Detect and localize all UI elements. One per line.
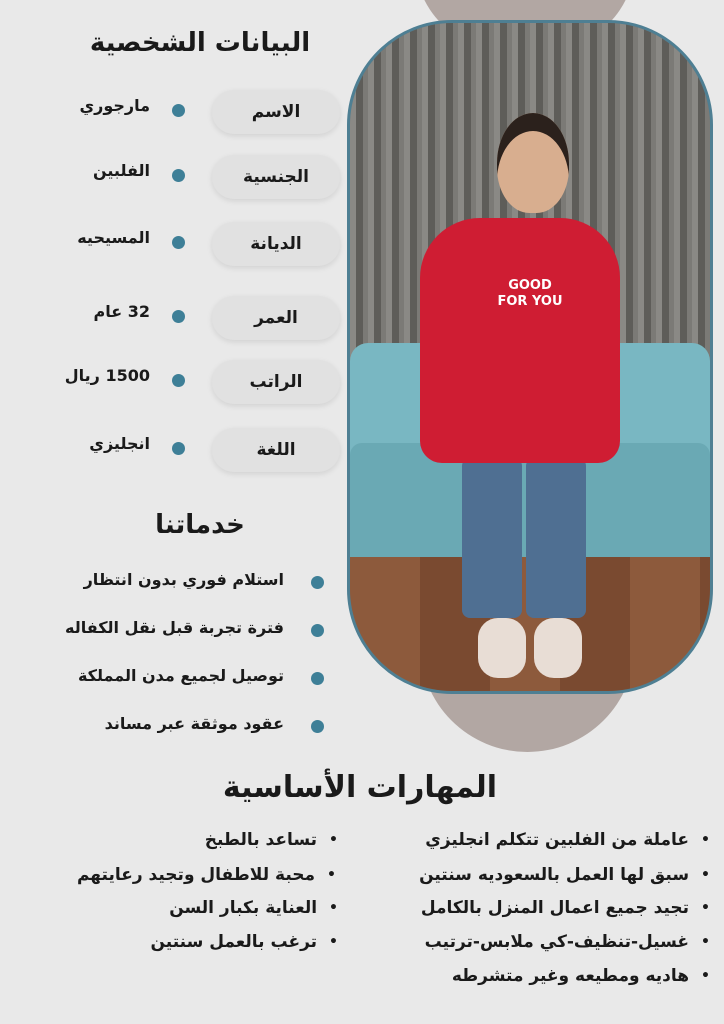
bullet-icon: •: [701, 934, 710, 950]
skill-item: [425, 830, 710, 850]
skill-item: [421, 898, 710, 918]
photo-shirt-print: [350, 278, 710, 310]
photo-person-shoe-right: [534, 618, 582, 678]
bullet-dot: [311, 624, 324, 637]
bullet-dot: [172, 104, 185, 117]
service-item: [40, 666, 330, 690]
bullet-dot: [311, 672, 324, 685]
skill-text: تساعد بالطبخ: [204, 830, 318, 850]
service-text: استلام فوري بدون انتظار: [83, 570, 284, 589]
skill-text: هاديه ومطيعه وغير متشرطه: [451, 966, 690, 986]
worker-photo: [347, 20, 713, 694]
info-label: اللغة: [212, 428, 340, 472]
info-row-nationality: [40, 155, 340, 199]
skill-item: [425, 932, 710, 952]
info-row-language: [40, 428, 340, 472]
bullet-dot: [172, 169, 185, 182]
bullet-icon: •: [701, 867, 710, 883]
skills-title: المهارات الأساسية: [222, 770, 498, 805]
skill-item: [452, 966, 710, 986]
bullet-dot: [172, 442, 185, 455]
service-text: فترة تجربة قبل نقل الكفاله: [64, 618, 284, 637]
bullet-icon: •: [701, 968, 710, 984]
info-row-religion: [40, 222, 340, 266]
info-row-salary: [40, 360, 340, 404]
bullet-icon: •: [329, 934, 338, 950]
photo-person-leg-left: [462, 458, 522, 618]
skill-text: ترغب بالعمل سنتين: [150, 932, 318, 952]
bullet-icon: •: [701, 900, 710, 916]
skill-item: [169, 898, 338, 918]
info-value: 32 عام: [93, 302, 150, 321]
service-text: عقود موثقة عبر مساند: [104, 714, 284, 733]
personal-info-title: البيانات الشخصية: [89, 28, 311, 58]
bullet-icon: •: [329, 832, 338, 848]
bullet-dot: [172, 310, 185, 323]
info-label: الديانة: [212, 222, 340, 266]
info-value: 1500 ريال: [64, 366, 150, 385]
bullet-dot: [311, 720, 324, 733]
skill-item: [205, 830, 338, 850]
info-label: الاسم: [212, 90, 340, 134]
info-label: الراتب: [212, 360, 340, 404]
skill-item: [150, 932, 338, 952]
info-value: مارجوري: [79, 96, 150, 115]
service-item: [40, 714, 330, 738]
skill-item: [77, 865, 336, 885]
info-value: انجليزي: [89, 434, 150, 453]
photo-person-head: [497, 113, 569, 213]
skill-text: عاملة من الفلبين تتكلم انجليزي: [425, 830, 690, 850]
bullet-dot: [172, 374, 185, 387]
info-row-age: [40, 296, 340, 340]
info-label: العمر: [212, 296, 340, 340]
photo-person-shoe-left: [478, 618, 526, 678]
shirt-print-line-2: FOR YOU: [497, 294, 563, 309]
shirt-print-line-1: GOOD: [508, 278, 552, 293]
bullet-icon: •: [701, 832, 710, 848]
info-value: المسيحيه: [77, 228, 150, 247]
skill-text: تجيد جميع اعمال المنزل بالكامل: [420, 898, 690, 918]
service-item: [40, 570, 330, 594]
bullet-dot: [311, 576, 324, 589]
bullet-dot: [172, 236, 185, 249]
bullet-icon: •: [327, 867, 336, 883]
photo-person-leg-right: [526, 458, 586, 618]
skill-text: سبق لها العمل بالسعوديه سنتين: [419, 865, 690, 885]
services-title: خدماتنا: [155, 510, 245, 540]
service-text: توصيل لجميع مدن المملكة: [77, 666, 284, 685]
skill-text: العناية بكبار السن: [169, 898, 318, 918]
service-item: [40, 618, 330, 642]
info-label: الجنسية: [212, 155, 340, 199]
bullet-icon: •: [329, 900, 338, 916]
photo-person-shirt: [420, 218, 620, 463]
skill-item: [419, 865, 710, 885]
info-row-name: [40, 90, 340, 134]
skill-text: غسيل-تنظيف-كي ملابس-ترتيب: [424, 932, 690, 952]
skill-text: محبة للاطفال وتجيد رعايتهم: [76, 865, 316, 885]
info-value: الفلبين: [93, 161, 150, 180]
